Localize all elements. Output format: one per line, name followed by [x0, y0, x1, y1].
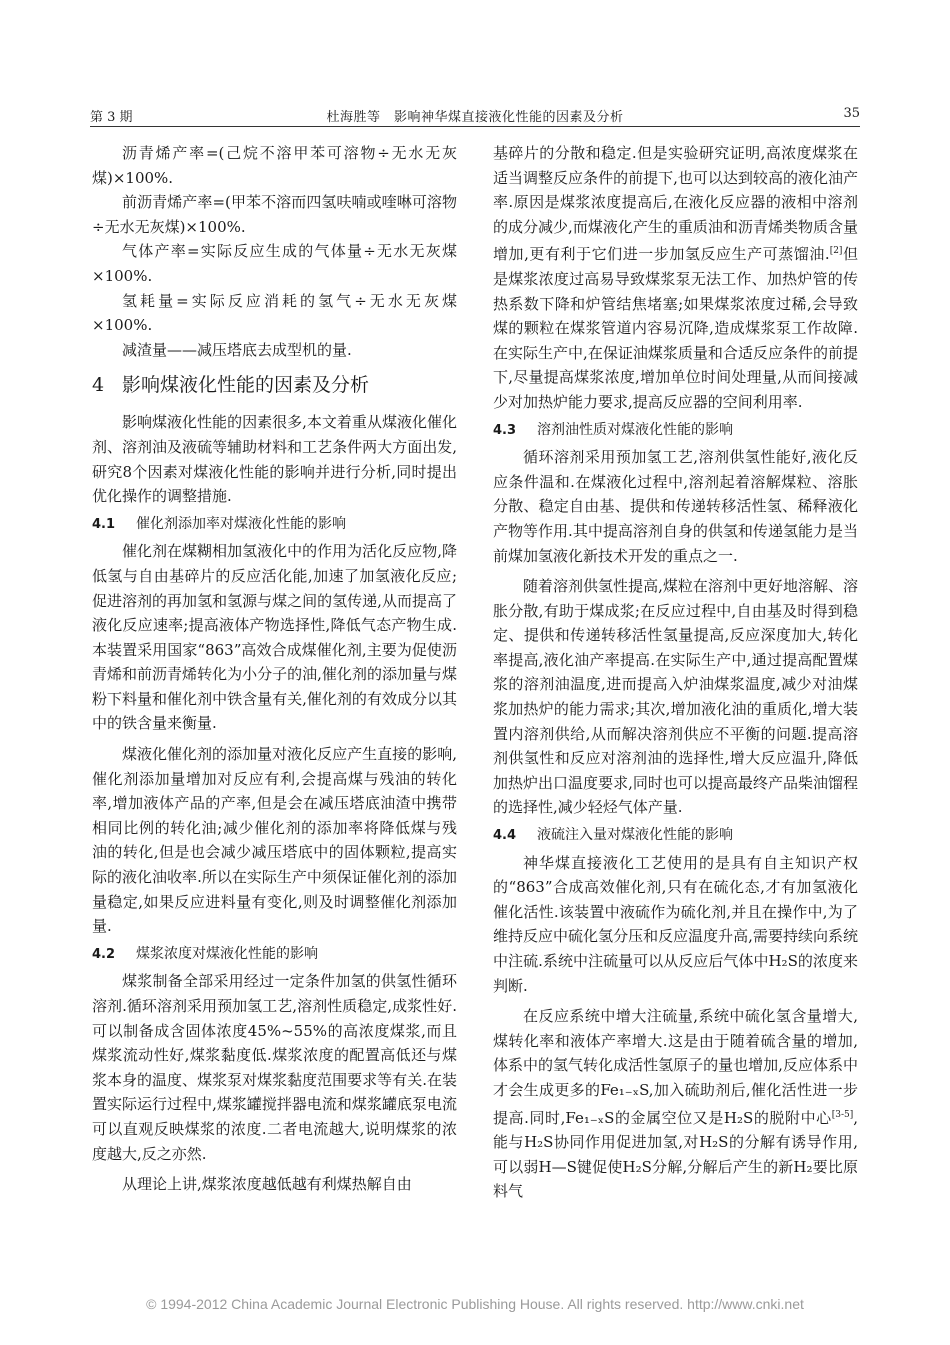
subsection-number: 4.4	[493, 828, 517, 844]
subsection-heading	[92, 512, 457, 538]
subsection-number: 4.3	[493, 422, 517, 438]
header-rule	[90, 126, 860, 127]
paragraph: 催化剂在煤糊相加氢液化中的作用为活化反应物,降低氢与自由基碎片的反应活化能,加速了加氢液化反应;促进溶剂的再加氢和氢源与煤之间的氢传递,从而提高了液化反应速率;提高液体产物选择性,降低气态产物生成.本装置采用国家“863”高效合成煤催化剂,主要为促使沥青烯和前沥青烯转化为小分子的油,催化剂的添加量与煤粉下料量和催化剂中铁含量有关,催化剂的有效成分以其中的铁含量来衡量.	[92, 542, 457, 733]
subsection-number: 4.2	[92, 946, 116, 962]
formula-vacuum-residue: 减渣量——减压塔底去成型机的量.	[122, 340, 352, 359]
subsection-title: 液硫注入量对煤液化性能的影响	[537, 827, 733, 844]
issue-label: 第 3 期	[90, 110, 133, 125]
paragraph: 随着溶剂供氢性提高,煤粒在溶剂中更好地溶解、溶胀分散,有助于煤成浆;在反应过程中,自由基及时得到稳定、提供和传递转移活性氢量提高,反应深度加大,转化率提高,液化油产率提高.在实际生产中,通过提高配置煤浆的溶剂油温度,进而提高入炉油煤浆温度,减少对油煤浆加热炉的能力需求;其次,增加液化油的重质化,增大装置内溶剂供给,从而解决溶剂供应不平衡的问题.提高溶剂供氢性和反应对溶剂油的选择性,增大反应温升,降低加热炉出口温度要求,同时也可以提高最终产品柴油馏程的选择性,减少轻烃气体产量.	[493, 577, 858, 817]
section-title: 影响煤液化性能的因素及分析	[122, 374, 370, 397]
copyright-footer: © 1994-2012 China Academic Journal Electronic Publishing House. All rights reserved. http://www.cnki.net	[146, 1296, 804, 1312]
formula-hydrogen-consumption: 氢耗量=实际反应消耗的氢气÷无水无灰煤×100%.	[92, 291, 457, 335]
paragraph: 煤液化催化剂的添加量对液化反应产生直接的影响,催化剂添加量增加对反应有利,会提高煤与残油的转化率,增加液体产品的产率,但是会在减压塔底油渣中携带相同比例的转化油;减少催化剂的添加率将降低煤与残油的转化,但是也会减少减压塔底中的固体颗粒,提高实际的液化油收率.所以在实际生产中须保证催化剂的添加量稳定,如果反应进料量有变化,则及时调整催化剂添加量.	[92, 745, 457, 936]
formula-preasphaltene-yield: 前沥青烯产率=(甲苯不溶而四氢呋喃或喹啉可溶物÷无水无灰煤)×100%.	[92, 193, 457, 236]
formula-asphaltene-yield: 沥青烯产率=(己烷不溶甲苯可溶物÷无水无灰煤)×100%.	[92, 144, 457, 187]
citation: [3-5]	[831, 1109, 854, 1120]
formula-gas-yield: 气体产率=实际反应生成的气体量÷无水无灰煤×100%.	[92, 242, 457, 285]
subsection-heading	[493, 823, 858, 849]
running-header	[90, 100, 860, 126]
running-title: 杜海胜等 影响神华煤直接液化性能的因素及分析	[326, 110, 624, 125]
right-column	[493, 141, 858, 1204]
subsection-title: 溶剂油性质对煤液化性能的影响	[537, 421, 733, 438]
section-number: 4	[92, 374, 105, 397]
subsection-heading	[493, 418, 858, 444]
paragraph: 影响煤液化性能的因素很多,本文着重从煤液化催化剂、溶剂油及液硫等辅助材料和工艺条件两大方面出发,研究8个因素对煤液化性能的影响并进行分析,同时提出优化操作的调整措施.	[92, 413, 457, 506]
left-column	[92, 141, 457, 1197]
subsection-title: 催化剂添加率对煤液化性能的影响	[136, 515, 346, 532]
formula-list	[92, 141, 457, 362]
subsection-number: 4.1	[92, 516, 116, 532]
paragraph: 从理论上讲,煤浆浓度越低越有利煤热解自由	[122, 1175, 412, 1194]
subsection-title: 煤浆浓度对煤液化性能的影响	[136, 945, 318, 962]
subsection-heading	[92, 942, 457, 968]
paragraph: 神华煤直接液化工艺使用的是具有自主知识产权的“863”合成高效催化剂,只有在硫化态,才有加氢液化催化活性.该装置中液硫作为硫化剂,并且在操作中,为了维持反应中硫化氢分压和反应温度升高,需要持续向系统中注硫.系统中注硫量可以从反应后气体中H₂S的浓度来判断.	[493, 853, 858, 995]
paragraph: 煤浆制备全部采用经过一定条件加氢的供氢性循环溶剂.循环溶剂采用预加氢工艺,溶剂性质稳定,成浆性好.可以制备成含固体浓度45%~55%的高浓度煤浆,而且煤浆流动性好,煤浆黏度低.煤浆浓度的配置高低还与煤浆本身的温度、煤浆泵对煤浆黏度范围要求等有关.在装置实际运行过程中,煤浆罐搅拌器电流和煤浆罐底泵电流可以直观反映煤浆的浓度.二者电流越大,说明煤浆的浓度越大,反之亦然.	[92, 972, 457, 1163]
paragraph-continued: 基碎片的分散和稳定.但是实验研究证明,高浓度煤浆在适当调整反应条件的前提下,也可以达到较高的液化油产率.原因是煤浆浓度提高后,在液化反应器的液相中溶剂的成分减少,而煤液化产生的重质油和沥青烯类物质含量增加,更有利于它们进一步加氢反应生产可蒸馏油.[2]但是煤浆浓度过高易导致煤浆泵无法工作、加热炉管的传热系数下降和炉管结焦堵塞;如果煤浆浓度过稀,会导致煤的颗粒在煤浆管道内容易沉降,造成煤浆泵工作故障.在实际生产中,在保证油煤浆质量和合适反应条件的前提下,尽量提高煤浆浓度,增加单位时间处理量,从而间接减少对加热炉能力要求,提高反应器的空间利用率.	[493, 144, 858, 411]
citation: [2]	[829, 246, 843, 257]
paragraph: 在反应系统中增大注硫量,系统中硫化氢含量增大,煤转化率和液体产率增大.这是由于随着硫含量的增加,体系中的氢气转化成活性氢原子的量也增加,反应体系中才会生成更多的Fe₁₋ₓS,加入硫助剂后,催化活性进一步提高.同时,Fe₁₋ₓS的金属空位又是H₂S的脱附中心[3-5],能与H₂S协同作用促进加氢,对H₂S的分解有诱导作用,可以弱H—S键促使H₂S分解,分解后产生的新H₂要比原料气	[493, 1007, 858, 1201]
paragraph: 循环溶剂采用预加氢工艺,溶剂供氢性能好,液化反应条件温和.在煤液化过程中,溶剂起着溶解煤粒、溶胀分散、稳定自由基、提供和传递转移活性氢、稀释液化产物等作用.其中提高溶剂自身的供氢和传递氢能力是当前煤加氢液化新技术开发的重点之一.	[493, 448, 858, 565]
page-number: 35	[843, 106, 860, 121]
section-heading	[92, 372, 457, 398]
